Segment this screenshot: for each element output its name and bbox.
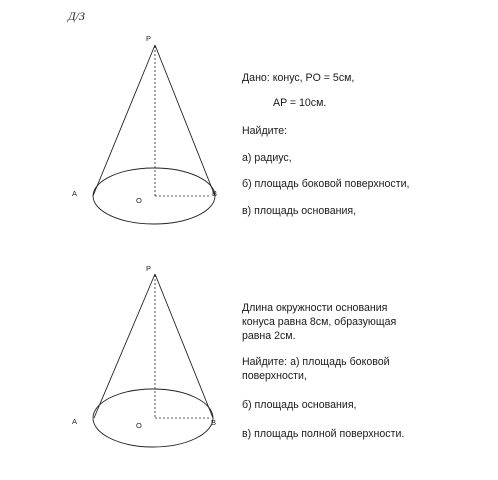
problem-2-line: конуса равна 8см, образующая — [242, 316, 397, 328]
problem-1-line: AP = 10см. — [273, 97, 327, 109]
cone-1-label-a: A — [72, 189, 78, 198]
cone-2-right-generatrix — [155, 274, 213, 418]
cone-1-label-b: B — [212, 189, 218, 198]
cone-1-label-o: O — [136, 196, 142, 205]
problem-2-line: б) площадь основания, — [242, 399, 357, 411]
problem-1-line: а) радиус, — [242, 152, 292, 164]
cone-2-label-p: P — [146, 264, 152, 273]
cone-2-label-b: B — [211, 418, 217, 427]
problem-1-line: в) площадь основания, — [242, 205, 357, 217]
problem-1-line: б) площадь боковой поверхности, — [242, 178, 410, 190]
problem-2-line: поверхности, — [242, 370, 307, 382]
problem-2-line: в) площадь полной поверхности. — [242, 428, 405, 440]
cone-1-drawing — [93, 45, 218, 224]
cone-2-label-o: O — [136, 421, 142, 430]
homework-header: Д/З — [68, 9, 85, 23]
problem-2-line: Найдите: а) площадь боковой — [242, 356, 390, 368]
problem-2-line: равна 2см. — [242, 330, 296, 342]
cone-1-label-p: P — [146, 34, 152, 43]
cone-2-drawing — [93, 274, 213, 447]
cone-1-left-generatrix — [93, 45, 155, 196]
problem-1-line: Найдите: — [242, 125, 288, 137]
cone-2-left-generatrix — [94, 274, 155, 418]
cone-1-right-generatrix — [155, 45, 218, 198]
cone-2-label-a: A — [72, 417, 78, 426]
problem-2-line: Длина окружности основания — [242, 302, 388, 314]
problem-1-line: Дано: конус, PO = 5см, — [242, 72, 355, 84]
